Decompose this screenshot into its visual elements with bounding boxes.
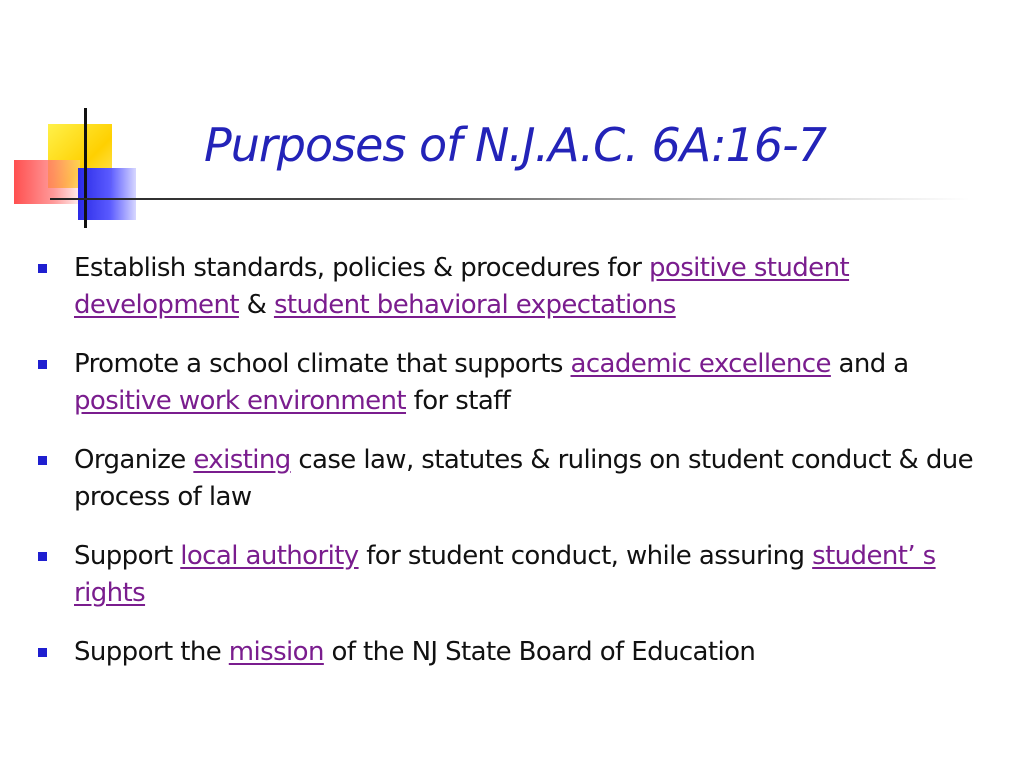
square-bullet-icon — [38, 264, 47, 273]
title-underline — [50, 198, 970, 200]
square-bullet-icon — [38, 648, 47, 657]
link-students-rights[interactable]: student’ s rights — [74, 541, 936, 608]
square-bullet-icon — [38, 360, 47, 369]
bullet-item: Support local authority for student conduct, while assuring student’ s rights — [38, 538, 988, 612]
bullet-item: Promote a school climate that supports academic excellence and a positive work environment for staff — [38, 346, 988, 420]
link-student-behavioral-expectations[interactable]: student behavioral expectations — [273, 290, 676, 320]
link-local-authority[interactable]: local authority — [180, 541, 359, 571]
link-positive-work-environment[interactable]: positive work environment — [74, 386, 407, 416]
slide-title: Purposes of N.J.A.C. 6A:16-7 — [204, 118, 826, 172]
bullet-item: Establish standards, policies & procedures for positive student development & student behavioral expectations — [38, 250, 988, 324]
link-existing[interactable]: existing — [193, 445, 291, 475]
link-mission[interactable]: mission — [228, 637, 324, 667]
link-academic-excellence[interactable]: academic excellence — [570, 349, 831, 379]
bullet-item: Organize existing case law, statutes & rulings on student conduct & due process of law — [38, 442, 988, 516]
bullet-list — [38, 250, 988, 693]
square-bullet-icon — [38, 456, 47, 465]
link-positive-student-development[interactable]: positive student development — [74, 253, 850, 320]
vertical-line — [84, 108, 87, 228]
square-bullet-icon — [38, 552, 47, 561]
bullet-item: Support the mission of the NJ State Board of Education — [38, 634, 988, 671]
decorative-logo — [0, 0, 160, 240]
